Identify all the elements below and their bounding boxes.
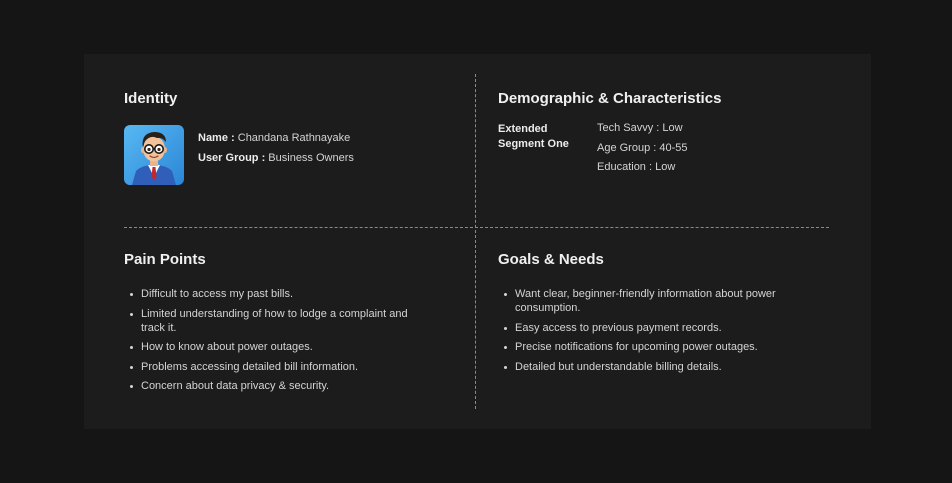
demographics-row — [498, 122, 838, 184]
persona-card — [84, 54, 871, 429]
segment-label — [498, 122, 597, 184]
trait-education — [597, 158, 688, 178]
segment-line-1: Extended — [498, 123, 548, 135]
goals-list — [498, 287, 838, 374]
demographics-heading: Demographic & Characteristics — [498, 90, 722, 107]
list-item: Easy access to previous payment records. — [498, 321, 815, 335]
segment-line-2: Segment One — [498, 137, 569, 150]
list-item: Precise notifications for upcoming power outages. — [498, 340, 815, 354]
list-item: Concern about data privacy & security. — [124, 379, 431, 393]
identity-details — [198, 129, 354, 185]
name-value: Chandana Rathnayake — [237, 132, 351, 144]
pain-points-section — [124, 251, 454, 399]
list-item: Difficult to access my past bills. — [124, 287, 431, 301]
trait-age-group — [597, 139, 688, 159]
list-item: Want clear, beginner-friendly information about power consumption. — [498, 287, 815, 315]
pain-points-heading: Pain Points — [124, 251, 206, 268]
horizontal-divider — [124, 227, 829, 228]
trait-tech-savvy — [597, 119, 688, 139]
goals-heading: Goals & Needs — [498, 251, 604, 268]
goals-section — [498, 251, 838, 379]
trait-value: 40-55 — [659, 141, 688, 154]
identity-row — [124, 125, 454, 185]
trait-label: Age Group : — [597, 141, 660, 154]
list-item: Problems accessing detailed bill information. — [124, 360, 431, 374]
name-row — [198, 129, 354, 149]
list-item: How to know about power outages. — [124, 340, 431, 354]
list-item: Limited understanding of how to lodge a complaint and track it. — [124, 307, 431, 335]
trait-value: Low — [662, 122, 683, 134]
list-item: Detailed but understandable billing details. — [498, 360, 815, 374]
pain-points-list — [124, 287, 454, 393]
user-group-row — [198, 149, 354, 169]
identity-heading: Identity — [124, 90, 178, 107]
trait-value: Low — [655, 161, 676, 173]
name-label: Name : — [198, 132, 238, 144]
user-group-label: User Group : — [198, 151, 269, 164]
demographics-section — [498, 90, 838, 184]
identity-section — [124, 90, 454, 185]
avatar — [124, 125, 184, 185]
trait-label: Education : — [597, 161, 656, 173]
trait-label: Tech Savvy : — [597, 122, 663, 134]
user-group-value: Business Owners — [268, 151, 354, 164]
traits-list — [597, 122, 688, 184]
avatar-image — [124, 125, 184, 185]
vertical-divider — [475, 74, 476, 409]
